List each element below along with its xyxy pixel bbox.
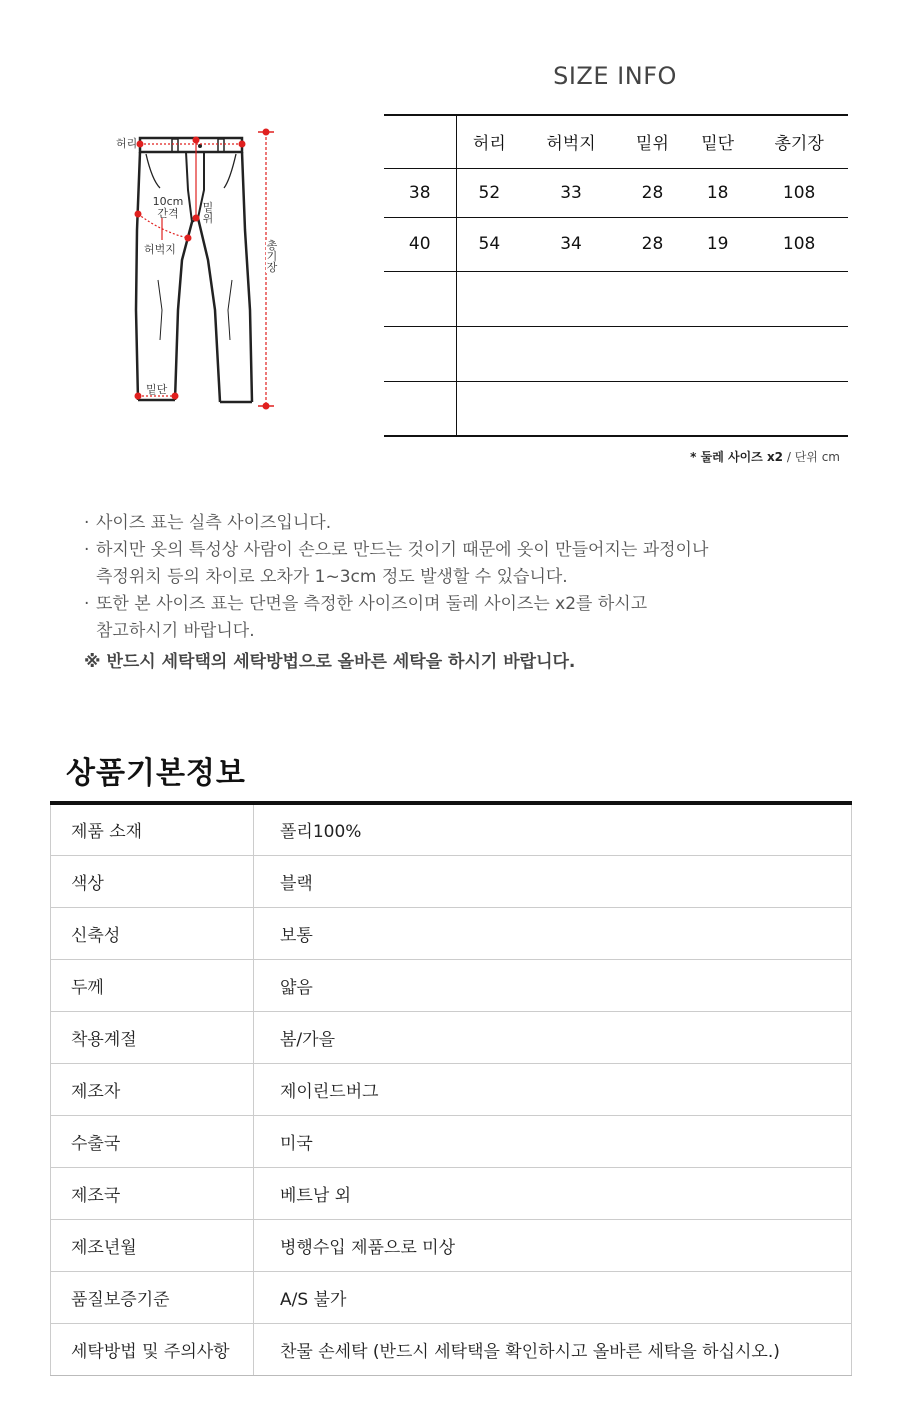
size-cell — [620, 271, 685, 326]
size-cell — [456, 381, 522, 436]
info-row — [51, 1011, 852, 1063]
size-cell: 40 — [384, 217, 456, 271]
info-row — [51, 803, 852, 855]
info-key: 세탁방법 및 주의사항 — [51, 1323, 254, 1375]
diagram-label-rise: 밑위 — [202, 201, 214, 225]
info-value: 베트남 외 — [254, 1167, 852, 1219]
info-key: 제조년월 — [51, 1219, 254, 1271]
size-cell: 18 — [685, 168, 750, 217]
size-row — [384, 271, 848, 326]
info-value: 미국 — [254, 1115, 852, 1167]
diagram-label-gap: 10cm 간격 — [152, 195, 184, 220]
size-table — [384, 114, 848, 437]
note-item — [84, 510, 864, 537]
info-key: 제조자 — [51, 1063, 254, 1115]
size-cell — [456, 326, 522, 381]
info-value: 봄/가을 — [254, 1011, 852, 1063]
info-value: 병행수입 제품으로 미상 — [254, 1219, 852, 1271]
size-cell — [750, 381, 848, 436]
size-header-blank — [384, 115, 456, 168]
info-row — [51, 1115, 852, 1167]
size-cell — [456, 271, 522, 326]
size-cell — [522, 381, 620, 436]
size-header-waist: 허리 — [456, 115, 522, 168]
size-cell — [384, 271, 456, 326]
size-cell — [685, 381, 750, 436]
size-header-rise: 밑위 — [620, 115, 685, 168]
size-table-header — [384, 115, 848, 168]
size-cell — [750, 326, 848, 381]
info-key: 품질보증기준 — [51, 1271, 254, 1323]
info-key: 색상 — [51, 855, 254, 907]
size-cell: 33 — [522, 168, 620, 217]
size-cell: 52 — [456, 168, 522, 217]
diagram-label-length: 총기장 — [266, 239, 278, 274]
info-key: 제조국 — [51, 1167, 254, 1219]
size-cell: 54 — [456, 217, 522, 271]
size-row — [384, 326, 848, 381]
size-header-hem: 밑단 — [685, 115, 750, 168]
note-line: 하지만 옷의 특성상 사람이 손으로 만드는 것이기 때문에 옷이 만들어지는 과정이나 — [96, 540, 709, 560]
info-row — [51, 907, 852, 959]
note-line: 측정위치 등의 차이로 오차가 1~3cm 정도 발생할 수 있습니다. — [96, 567, 568, 587]
size-cell — [620, 326, 685, 381]
info-row — [51, 1063, 852, 1115]
size-row — [384, 217, 848, 271]
info-row — [51, 1167, 852, 1219]
info-key: 수출국 — [51, 1115, 254, 1167]
size-cell — [384, 381, 456, 436]
info-value: 얇음 — [254, 959, 852, 1011]
bullet-icon: · — [84, 513, 90, 533]
size-cell: 28 — [620, 168, 685, 217]
diagram-label-hem: 밑단 — [146, 383, 168, 396]
diagram-label-waist: 허리 — [116, 137, 138, 150]
pants-size-diagram — [100, 110, 300, 430]
size-cell: 19 — [685, 217, 750, 271]
size-cell: 34 — [522, 217, 620, 271]
bullet-icon: · — [84, 540, 90, 560]
info-value: 폴리100% — [254, 803, 852, 855]
info-value: 블랙 — [254, 855, 852, 907]
size-unit-note — [690, 448, 840, 465]
info-key: 제품 소재 — [51, 803, 254, 855]
note-line: 참고하시기 바랍니다. — [96, 621, 255, 641]
info-row — [51, 959, 852, 1011]
size-cell — [685, 326, 750, 381]
note-line: 사이즈 표는 실측 사이즈입니다. — [96, 513, 332, 533]
size-note-rest: / 단위 cm — [783, 450, 840, 464]
info-value: 제이린드버그 — [254, 1063, 852, 1115]
size-cell: 38 — [384, 168, 456, 217]
size-note-bold: * 둘레 사이즈 x2 — [690, 450, 784, 464]
size-cell — [750, 271, 848, 326]
size-cell — [620, 381, 685, 436]
size-cell: 108 — [750, 217, 848, 271]
product-info-title: 상품기본정보 — [66, 756, 246, 791]
size-row — [384, 381, 848, 436]
size-header-thigh: 허벅지 — [522, 115, 620, 168]
size-cell — [384, 326, 456, 381]
size-cell — [522, 326, 620, 381]
size-notes — [84, 510, 864, 676]
info-row — [51, 1323, 852, 1375]
size-cell: 108 — [750, 168, 848, 217]
size-cell — [522, 271, 620, 326]
info-value: 보통 — [254, 907, 852, 959]
info-key: 신축성 — [51, 907, 254, 959]
info-key: 착용계절 — [51, 1011, 254, 1063]
diagram-label-thigh: 허벅지 — [144, 243, 176, 256]
info-row — [51, 1271, 852, 1323]
size-header-length: 총기장 — [750, 115, 848, 168]
bullet-icon: · — [84, 594, 90, 614]
info-row — [51, 855, 852, 907]
size-cell — [685, 271, 750, 326]
size-row — [384, 168, 848, 217]
info-value: 찬물 손세탁 (반드시 세탁택을 확인하시고 올바른 세탁을 하십시오.) — [254, 1323, 852, 1375]
info-value: A/S 불가 — [254, 1271, 852, 1323]
info-row — [51, 1219, 852, 1271]
size-info-title: SIZE INFO — [553, 62, 677, 90]
info-key: 두께 — [51, 959, 254, 1011]
product-info-table — [50, 801, 852, 1376]
note-item — [84, 591, 864, 645]
size-cell: 28 — [620, 217, 685, 271]
note-line: 또한 본 사이즈 표는 단면을 측정한 사이즈이며 둘레 사이즈는 x2를 하시고 — [96, 594, 648, 614]
note-item — [84, 537, 864, 591]
washing-warning: ※ 반드시 세탁택의 세탁방법으로 올바른 세탁을 하시기 바랍니다. — [84, 652, 576, 672]
